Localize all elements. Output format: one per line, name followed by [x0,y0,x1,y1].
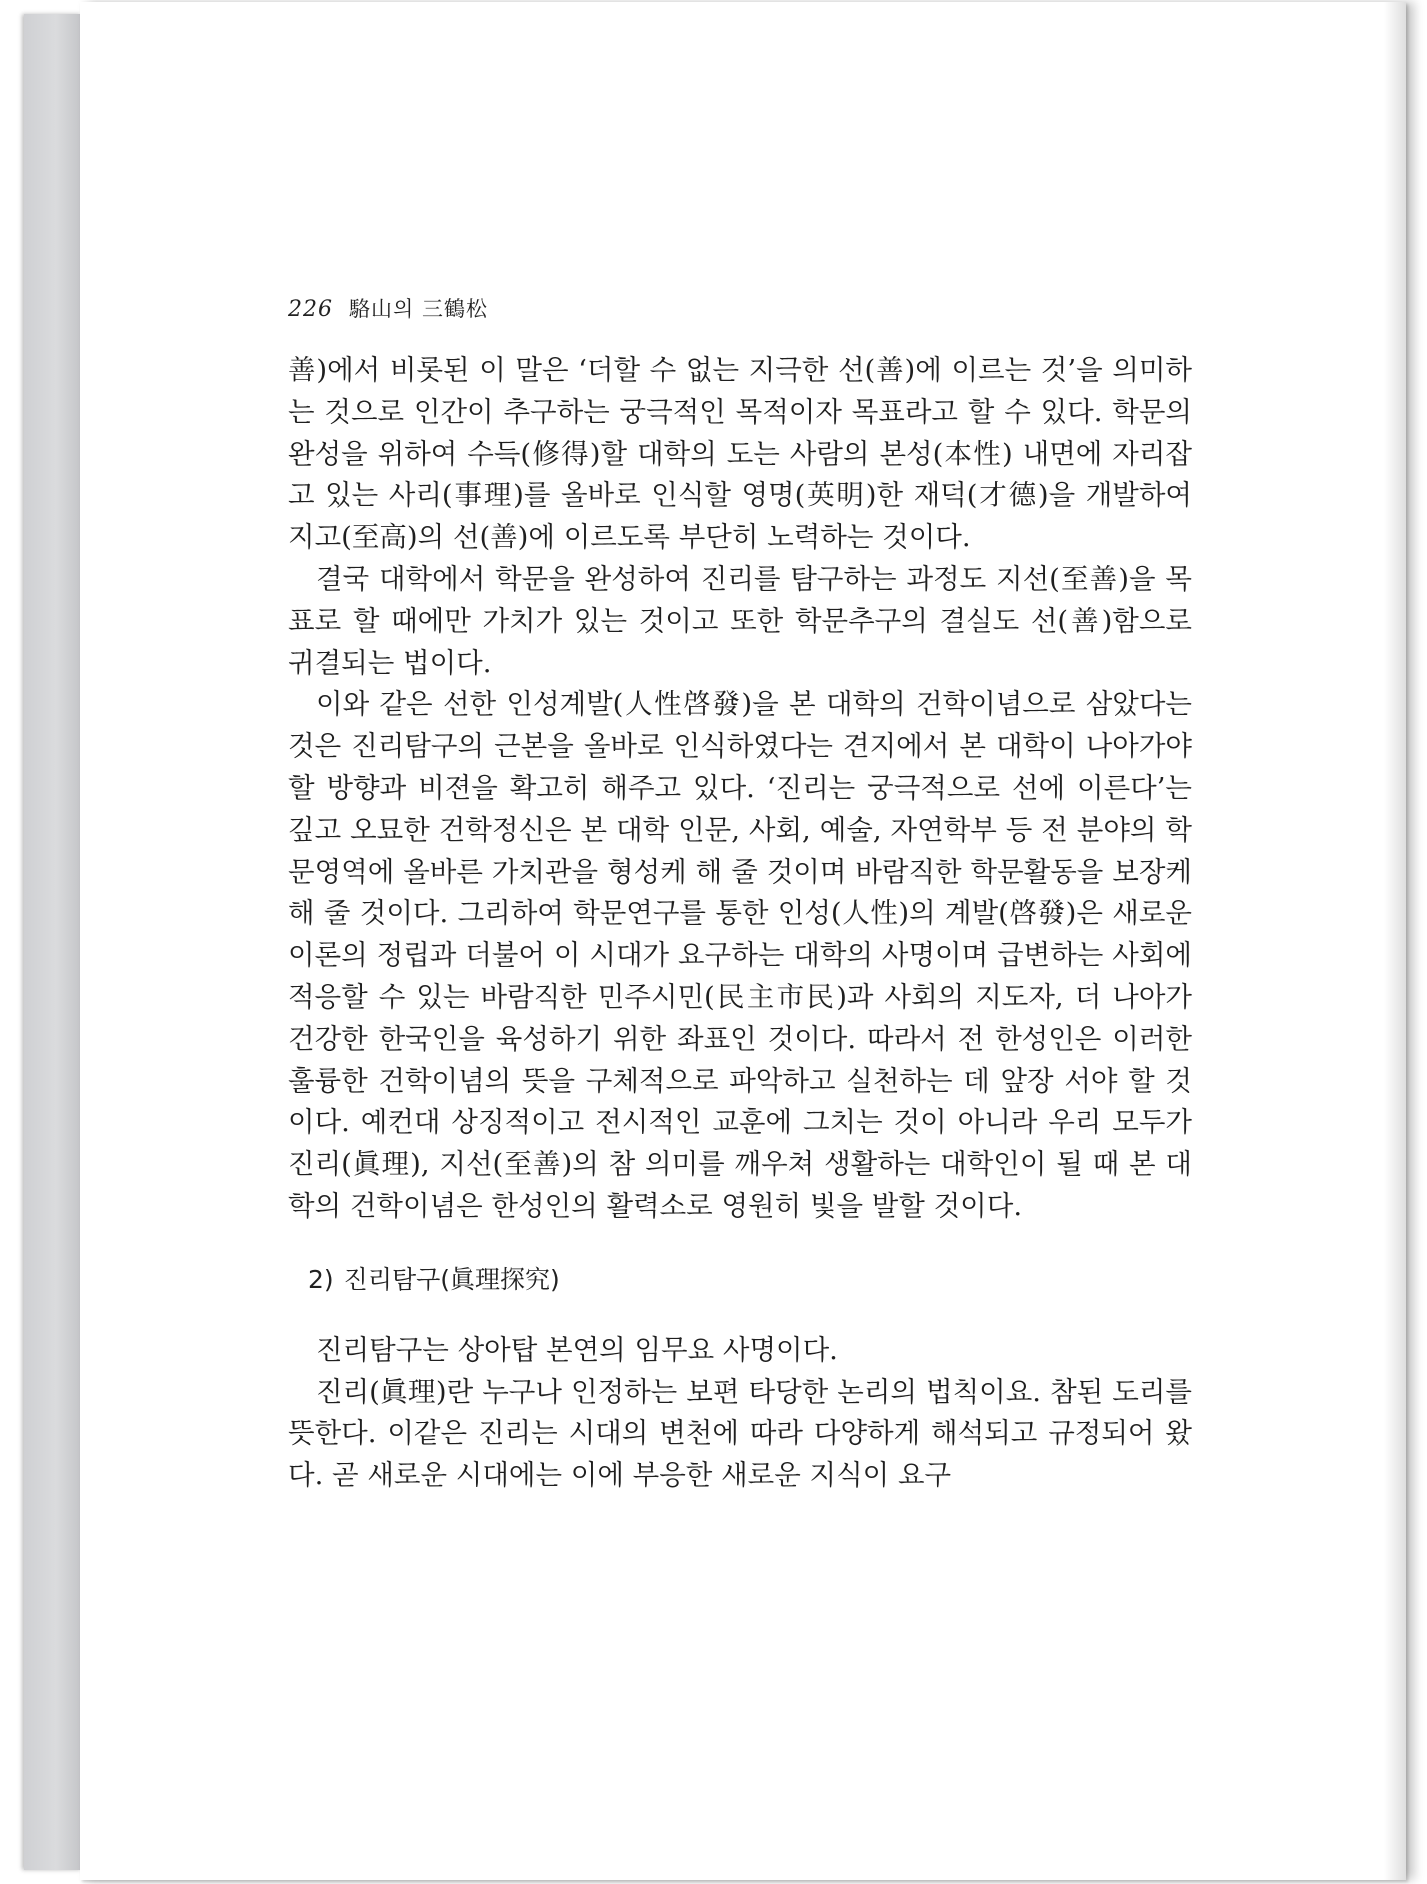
running-head [288,293,488,323]
paragraph: 진리(眞理)란 누구나 인정하는 보편 타당한 논리의 법칙이요. 참된 도리를 뜻한다. 이같은 진리는 시대의 변천에 따라 다양하게 해석되고 규정되어 왔다. 곧 새로운 시대에는 이에 부응한 새로운 지식이 요구 [288,1375,1192,1492]
section-heading [308,1260,1192,1300]
paragraph: 이와 같은 선한 인성계발(人性啓發)을 본 대학의 건학이념으로 삼았다는 것은 진리탐구의 근본을 올바로 인식하였다는 견지에서 본 대학이 나아가야 할 방향과 비젼을 확고히 해주고 있다. ‘진리는 궁극적으로 선에 이른다’는 깊고 오묘한 건학정신은 본 대학 인문, 사회, 예술, 자연학부 등 전 분야의 학문영역에 올바른 가치관을 형성케 해 줄 것이며 바람직한 학문활동을 보장케 해 줄 것이다. 그리하여 학문연구를 통한 인성(人性)의 계발(啓發)은 새로운 이론의 정립과 더불어 이 시대가 요구하는 대학의 사명이며 급변하는 사회에 적응할 수 있는 바람직한 민주시민(民主市民)과 사회의 지도자, 더 나아가 건강한 한국인을 육성하기 위한 좌표인 것이다. 따라서 전 한성인은 이러한 훌륭한 건학이념의 뜻을 구체적으로 파악하고 실천하는 데 앞장 서야 할 것이다. 예컨대 상징적이고 전시적인 교훈에 그치는 것이 아니라 우리 모두가 진리(眞理), 지선(至善)의 참 의미를 깨우쳐 생활하는 대학인이 될 때 본 대학의 건학이념은 한성인의 활력소로 영원히 빛을 발할 것이다. [288,688,1192,1222]
section-title: 진리탐구(眞理探究) [343,1264,560,1294]
page-number: 226 [288,297,333,322]
paragraph-continued: 善)에서 비롯된 이 말은 ‘더할 수 없는 지극한 선(善)에 이르는 것’을 의미하는 것으로 인간이 추구하는 궁극적인 목적이자 목표라고 할 수 있다. 학문의 완성을 위하여 수득(修得)할 대학의 도는 사람의 본성(本性) 내면에 자리잡고 있는 사리(事理)를 올바로 인식할 영명(英明)한 재덕(才德)을 개발하여 지고(至高)의 선(善)에 이르도록 부단히 노력하는 것이다. [288,354,1192,554]
book-page-edge [24,14,82,1870]
paragraph: 진리탐구는 상아탑 본연의 임무요 사명이다. [316,1333,838,1366]
section-number: 2) [308,1264,334,1294]
page-gutter-shadow [1384,2,1406,1880]
body-text [288,350,1192,1497]
paragraph: 결국 대학에서 학문을 완성하여 진리를 탐구하는 과정도 지선(至善)을 목표로 할 때에만 가치가 있는 것이고 또한 학문추구의 결실도 선(善)함으로 귀결되는 법이다. [288,562,1192,679]
running-title: 駱山의 三鶴松 [349,297,488,321]
